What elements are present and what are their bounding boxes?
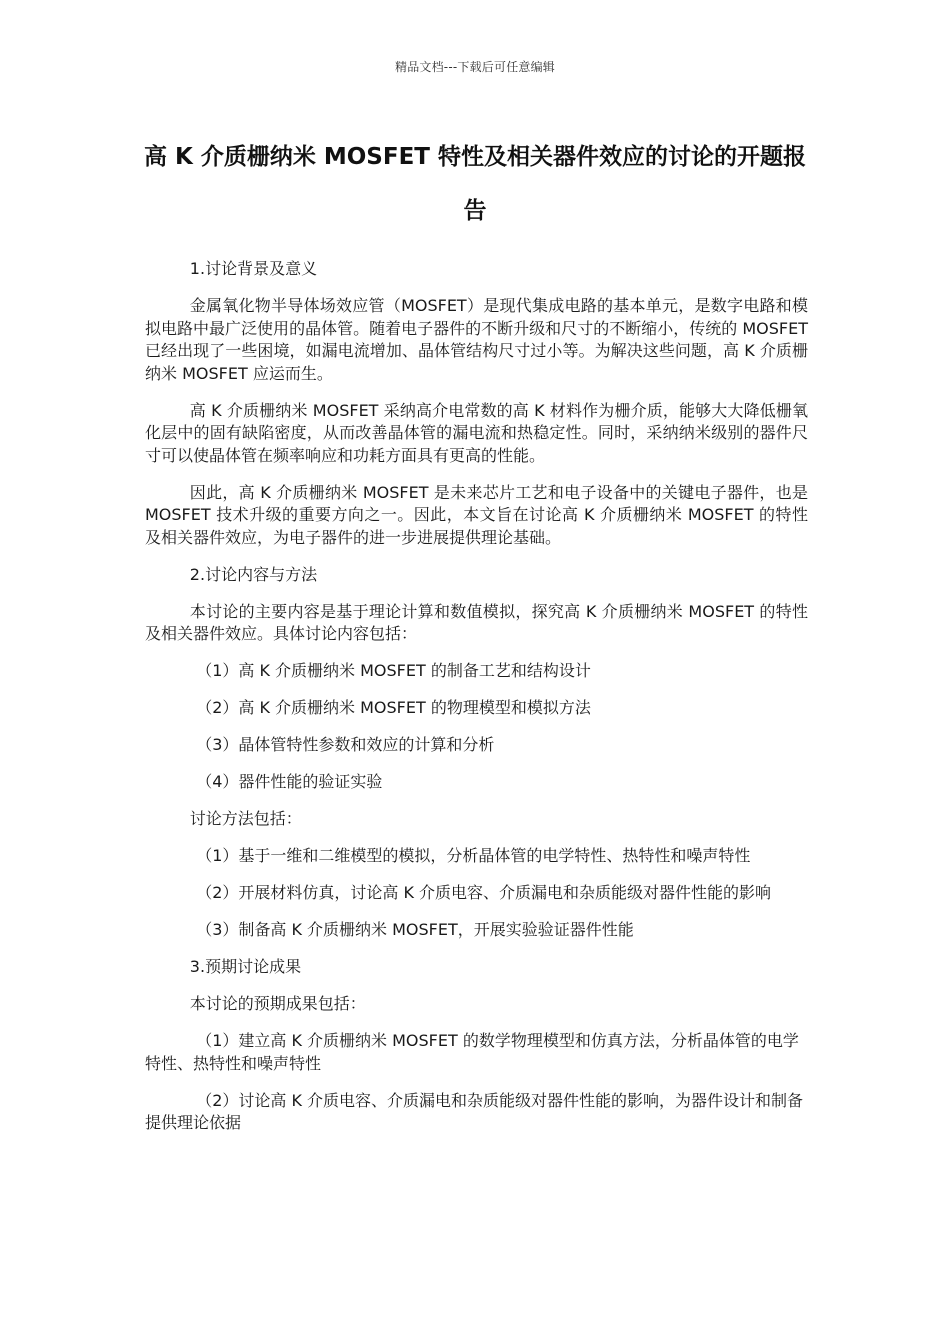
list-item: （3）制备高 K 介质栅纳米 MOSFET，开展实验验证器件性能 — [196, 920, 634, 939]
list-item: （4）器件性能的验证实验 — [196, 772, 383, 791]
list-item: （1）高 K 介质栅纳米 MOSFET 的制备工艺和结构设计 — [196, 661, 591, 680]
document-title: 高 K 介质栅纳米 MOSFET 特性及相关器件效应的讨论的开题报告 — [144, 144, 806, 224]
section-2-heading: 2.讨论内容与方法 — [189, 564, 318, 584]
page-header: 精品文档---下载后可任意编辑 — [395, 60, 555, 74]
paragraph: 讨论方法包括： — [189, 809, 302, 828]
paragraph: 因此，高 K 介质栅纳米 MOSFET 是未来芯片工艺和电子设备中的关键电子器件，也是 MOSFET 技术升级的重要方向之一。因此，本文旨在讨论高 K 介质栅纳米 MOSFET 的特性及相关器件效应，为电子器件的进一步进展提供理论基础。 — [145, 482, 808, 547]
section-1-heading: 1.讨论背景及意义 — [189, 259, 318, 278]
list-item: （2）高 K 介质栅纳米 MOSFET 的物理模型和模拟方法 — [196, 698, 591, 717]
document-body — [145, 258, 808, 1149]
paragraph: 高 K 介质栅纳米 MOSFET 采纳高介电常数的高 K 材料作为栅介质，能够大大降低栅氧化层中的固有缺陷密度，从而改善晶体管的漏电流和热稳定性。同时，采纳纳米级别的器件尺寸可以使晶体管在频率响应和功耗方面具有更高的性能。 — [145, 400, 808, 465]
paragraph: 本讨论的预期成果包括： — [189, 994, 366, 1013]
list-item: （1）建立高 K 介质栅纳米 MOSFET 的数学物理模型和仿真方法，分析晶体管的电学特性、热特性和噪声特性 — [145, 1031, 799, 1073]
paragraph: 金属氧化物半导体场效应管（MOSFET）是现代集成电路的基本单元，是数字电路和模拟电路中最广泛使用的晶体管。随着电子器件的不断升级和尺寸的不断缩小，传统的 MOSFET 已经出现了一些困境，如漏电流增加、晶体管结构尺寸过小等。为解决这些问题，高 K 介质栅纳米 MOSFET 应运而生。 — [145, 296, 808, 383]
list-item: （2）开展材料仿真，讨论高 K 介质电容、介质漏电和杂质能级对器件性能的影响 — [196, 883, 772, 902]
list-item: （2）讨论高 K 介质电容、介质漏电和杂质能级对器件性能的影响，为器件设计和制备提供理论依据 — [145, 1090, 804, 1132]
paragraph: 本讨论的主要内容是基于理论计算和数值模拟，探究高 K 介质栅纳米 MOSFET 的特性及相关器件效应。具体讨论内容包括： — [145, 601, 808, 643]
section-3-heading: 3.预期讨论成果 — [189, 957, 302, 976]
list-item: （1）基于一维和二维模型的模拟，分析晶体管的电学特性、热特性和噪声特性 — [196, 846, 751, 865]
list-item: （3）晶体管特性参数和效应的计算和分析 — [196, 735, 495, 754]
